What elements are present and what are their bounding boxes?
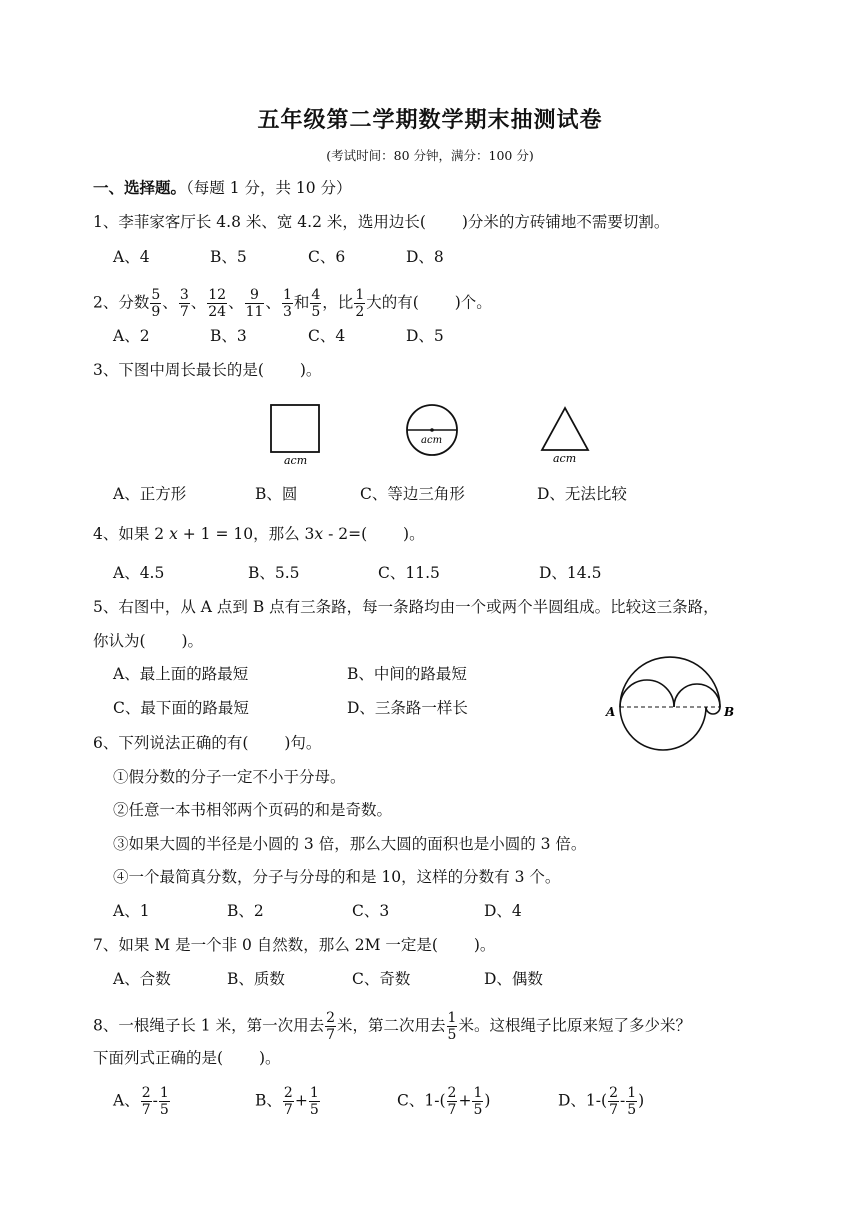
q6-option-c[interactable]: C、3 bbox=[352, 902, 390, 920]
q5-option-b[interactable]: B、中间的路最短 bbox=[347, 665, 467, 683]
fraction: $\frac{9}{11}$ bbox=[245, 287, 264, 320]
q1-option-b[interactable]: B、5 bbox=[210, 248, 247, 266]
question-7-text: 7、如果 M 是一个非 0 自然数，那么 2M 一定是( )。 bbox=[93, 936, 496, 954]
fraction: $\frac{2}{7}$ bbox=[326, 1010, 336, 1043]
q6-statement-1: ①假分数的分子一定不小于分母。 bbox=[113, 768, 346, 786]
q6-statement-2: ②任意一本书相邻两个页码的和是奇数。 bbox=[113, 801, 393, 819]
q4-option-c[interactable]: C、11.5 bbox=[378, 564, 440, 582]
variable-x: x bbox=[314, 525, 324, 543]
q2-prefix: 2、分数 bbox=[93, 293, 150, 312]
q3-option-a[interactable]: A、正方形 bbox=[113, 485, 187, 503]
variable-x: x bbox=[169, 525, 178, 543]
middle-path-left bbox=[620, 680, 674, 707]
exam-info: (考试时间：80 分钟，满分：100 分) bbox=[326, 148, 534, 163]
question-8-line2: 下面列式正确的是( )。 bbox=[93, 1049, 281, 1067]
lower-path-right bbox=[706, 707, 720, 714]
fraction: $\frac{2}{7}$ bbox=[141, 1085, 151, 1118]
q5-option-d[interactable]: D、三条路一样长 bbox=[347, 699, 468, 717]
question-8-line1: 8、一根绳子长 1 米，第一次用去 $\frac{2}{7}$ 米，第二次用去 $\frac{1}{5}$ 米。这根绳子比原来短了多少米？ bbox=[93, 1010, 691, 1043]
fraction: $\frac{2}{7}$ bbox=[447, 1085, 457, 1118]
q7-option-c[interactable]: C、奇数 bbox=[352, 970, 411, 988]
q4-option-a[interactable]: A、4.5 bbox=[113, 564, 165, 582]
question-2-text: 2、分数 $\frac{5}{9}$ 、 $\frac{3}{7}$ 、 $\frac{12}{24}$ 、 $\frac{9}{11}$ 、 $\frac{1}{3}$ 和 $\frac{4}{5}$ ，比 $\frac{1}{2}$ 大的有( )个。 bbox=[93, 287, 492, 320]
q8-option-c[interactable]: C、1-( $\frac{2}{7}$ + $\frac{1}{5}$ ) bbox=[397, 1085, 491, 1118]
triangle-shape bbox=[542, 408, 588, 450]
question-5-line2: 你认为( )。 bbox=[93, 632, 204, 650]
q6-option-d[interactable]: D、4 bbox=[484, 902, 522, 920]
q2-option-c[interactable]: C、4 bbox=[308, 327, 346, 345]
q2-option-d[interactable]: D、5 bbox=[406, 327, 444, 345]
q8-option-a[interactable]: A、 $\frac{2}{7}$ - $\frac{1}{5}$ bbox=[113, 1085, 169, 1118]
q4-option-d[interactable]: D、14.5 bbox=[539, 564, 602, 582]
q1-option-c[interactable]: C、6 bbox=[308, 248, 346, 266]
q1-option-a[interactable]: A、4 bbox=[113, 248, 150, 266]
q5-option-a[interactable]: A、最上面的路最短 bbox=[113, 665, 249, 683]
question-5-line1: 5、右图中，从 A 点到 B 点有三条路，每一条路均由一个或两个半圆组成。比较这三条路， bbox=[93, 598, 719, 616]
q3-option-c[interactable]: C、等边三角形 bbox=[360, 485, 465, 503]
q8-option-d[interactable]: D、1-( $\frac{2}{7}$ - $\frac{1}{5}$ ) bbox=[558, 1085, 645, 1118]
q6-statement-4: ④一个最简真分数，分子与分母的和是 10，这样的分数有 3 个。 bbox=[113, 868, 561, 886]
q8-option-b[interactable]: B、 $\frac{2}{7}$ + $\frac{1}{5}$ bbox=[255, 1085, 319, 1118]
q2-option-b[interactable]: B、3 bbox=[210, 327, 247, 345]
circle-center bbox=[430, 428, 434, 432]
fraction: $\frac{1}{5}$ bbox=[309, 1085, 319, 1118]
fraction: $\frac{1}{5}$ bbox=[627, 1085, 637, 1118]
middle-path-right bbox=[674, 684, 720, 707]
page-title: 五年级第二学期数学期末抽测试卷 bbox=[257, 107, 603, 133]
fraction: $\frac{1}{5}$ bbox=[447, 1010, 457, 1043]
question-3-text: 3、下图中周长最长的是( )。 bbox=[93, 361, 322, 379]
q3-option-b[interactable]: B、圆 bbox=[255, 485, 298, 503]
fraction: $\frac{1}{5}$ bbox=[473, 1085, 483, 1118]
fraction: $\frac{1}{5}$ bbox=[159, 1085, 169, 1118]
q3-option-d[interactable]: D、无法比较 bbox=[537, 485, 627, 503]
q5-semicircle-figure bbox=[600, 650, 750, 760]
fraction: $\frac{3}{7}$ bbox=[179, 287, 189, 320]
q7-option-d[interactable]: D、偶数 bbox=[484, 970, 543, 988]
point-a-label: A bbox=[606, 705, 616, 719]
square-label: acm bbox=[284, 454, 308, 467]
circle-label: acm bbox=[421, 435, 443, 446]
fraction: $\frac{4}{5}$ bbox=[311, 287, 321, 320]
point-b-label: B bbox=[724, 705, 735, 719]
q7-option-b[interactable]: B、质数 bbox=[227, 970, 285, 988]
q2-option-a[interactable]: A、2 bbox=[113, 327, 150, 345]
q1-option-d[interactable]: D、8 bbox=[406, 248, 444, 266]
q7-option-a[interactable]: A、合数 bbox=[113, 970, 171, 988]
triangle-label: acm bbox=[553, 452, 577, 465]
q3-figures bbox=[262, 398, 602, 468]
section-heading bbox=[93, 178, 352, 198]
q6-statement-3: ③如果大圆的半径是小圆的 3 倍，那么大圆的面积也是小圆的 3 倍。 bbox=[113, 835, 587, 853]
fraction: $\frac{5}{9}$ bbox=[151, 287, 161, 320]
q6-option-b[interactable]: B、2 bbox=[227, 902, 264, 920]
question-1-text: 1、李菲家客厅长 4.8 米、宽 4.2 米，选用边长( )分米的方砖铺地不需要切割。 bbox=[93, 213, 670, 231]
section-title: 一、选择题。 bbox=[93, 178, 187, 197]
question-6-text: 6、下列说法正确的有( )句。 bbox=[93, 734, 322, 752]
q4-option-b[interactable]: B、5.5 bbox=[248, 564, 300, 582]
q6-option-a[interactable]: A、1 bbox=[113, 902, 150, 920]
question-4-text: 4、如果 2 x + 1 = 10，那么 3x - 2=( )。 bbox=[93, 525, 425, 543]
and-word: 和 bbox=[293, 293, 310, 312]
fraction: $\frac{1}{3}$ bbox=[282, 287, 292, 320]
q5-option-c[interactable]: C、最下面的路最短 bbox=[113, 699, 249, 717]
lower-path-left bbox=[620, 707, 706, 750]
section-note: （每题 1 分，共 10 分） bbox=[186, 179, 352, 197]
fraction: $\frac{12}{24}$ bbox=[208, 287, 227, 320]
fraction: $\frac{2}{7}$ bbox=[283, 1085, 293, 1118]
fraction: $\frac{1}{2}$ bbox=[355, 287, 365, 320]
square-shape bbox=[271, 405, 319, 452]
fraction: $\frac{2}{7}$ bbox=[609, 1085, 618, 1118]
